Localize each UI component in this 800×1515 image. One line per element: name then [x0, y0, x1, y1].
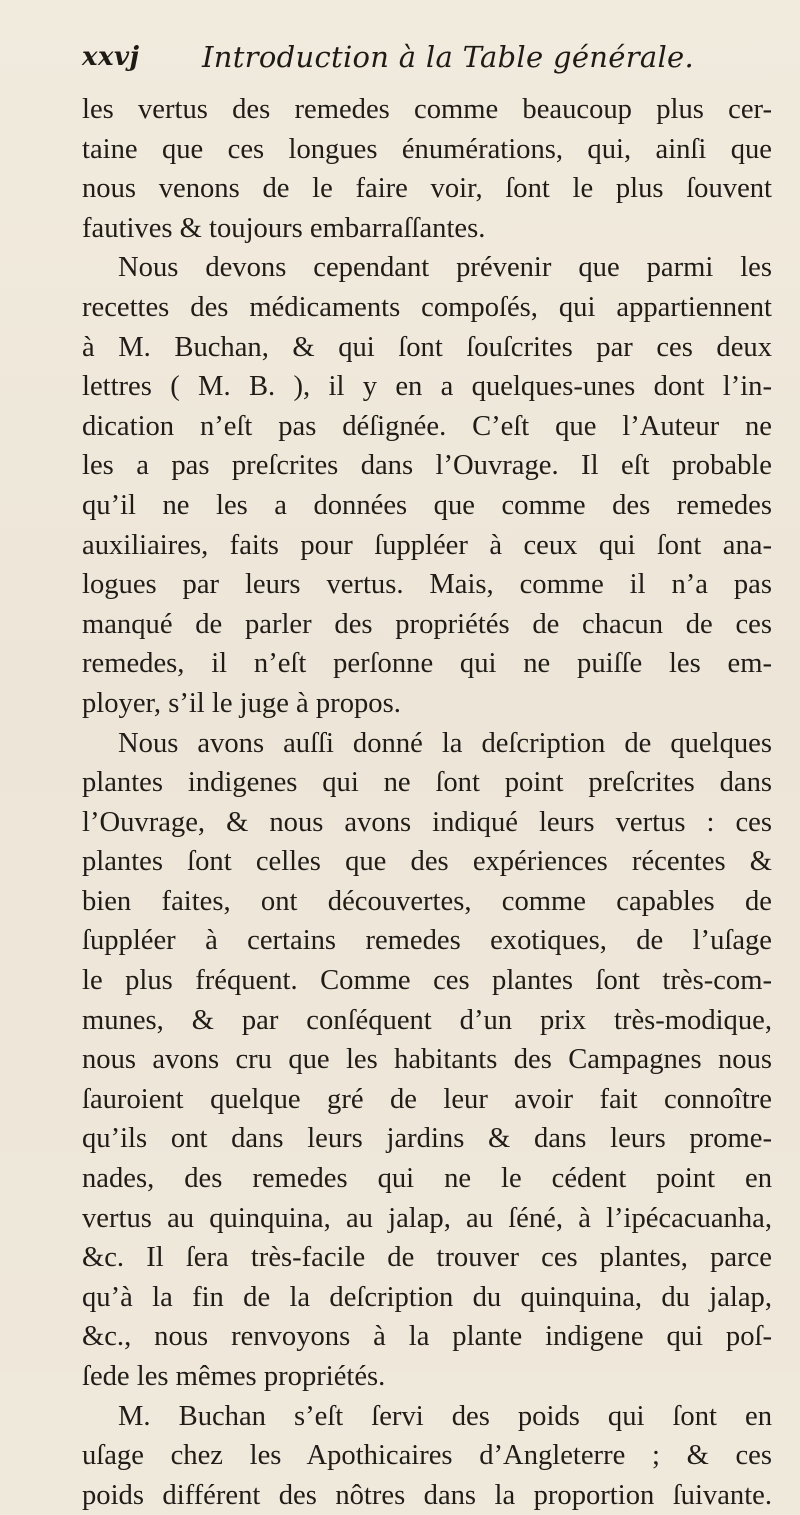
body-text: [82, 90, 772, 1515]
text-line: recettes des médicaments compoſés, qui appartiennent: [82, 291, 772, 323]
text-line: munes, & par conſéquent d’un prix très-modique,: [82, 1004, 772, 1036]
text-line: l’Ouvrage, & nous avons indiqué leurs vertus : ces: [82, 806, 772, 838]
paragraph-start-line: M. Buchan s’eſt ſervi des poids qui ſont en: [118, 1400, 772, 1432]
page-number: xxvj: [82, 42, 140, 72]
text-line: les a pas preſcrites dans l’Ouvrage. Il eſt probable: [82, 450, 772, 482]
text-line: remedes, il n’eſt perſonne qui ne puiſſe les em-: [82, 648, 772, 680]
text-line: qu’il ne les a données que comme des remedes: [82, 489, 772, 521]
text-line: uſage chez les Apothicaires d’Angleterre ; & ces: [82, 1440, 772, 1472]
text-line: poids différent des nôtres dans la proportion ſuivante.: [82, 1479, 772, 1511]
text-line: ployer, s’il le juge à propos.: [82, 687, 401, 719]
paragraph-start-line: Nous devons cependant prévenir que parmi les: [118, 252, 772, 284]
text-line: les vertus des remedes comme beaucoup plus cer-: [82, 94, 772, 125]
text-line: lettres ( M. B. ), il y en a quelques-unes dont l’in-: [82, 371, 772, 403]
text-line: ſauroient quelque gré de leur avoir fait connoître: [82, 1083, 772, 1115]
text-line: manqué de parler des propriétés de chacun de ces: [82, 608, 772, 640]
text-line: &c. Il ſera très-facile de trouver ces plantes, parce: [82, 1242, 772, 1274]
paragraph-start-line: Nous avons auſſi donné la deſcription de quelques: [118, 727, 772, 759]
running-head: [82, 38, 772, 88]
running-title: Introduction à la Table générale.: [202, 40, 695, 74]
text-line: nous venons de le faire voir, ſont le plus ſouvent: [82, 173, 772, 205]
text-line: taine que ces longues énumérations, qui, ainſi que: [82, 133, 772, 165]
text-line: plantes ſont celles que des expériences récentes &: [82, 846, 772, 878]
text-line: ſuppléer à certains remedes exotiques, de l’uſage: [82, 925, 772, 957]
text-line: qu’à la fin de la deſcription du quinquina, du jalap,: [82, 1281, 772, 1313]
text-line: nous avons cru que les habitants des Campagnes nous: [82, 1044, 772, 1076]
text-line: qu’ils ont dans leurs jardins & dans leurs prome-: [82, 1123, 772, 1155]
text-line: nades, des remedes qui ne le cédent point en: [82, 1163, 772, 1195]
text-line: bien faites, ont découvertes, comme capables de: [82, 885, 772, 917]
text-line: ſede les mêmes propriétés.: [82, 1361, 386, 1392]
text-line: à M. Buchan, & qui ſont ſouſcrites par ces deux: [82, 331, 772, 363]
text-line: auxiliaires, faits pour ſuppléer à ceux qui ſont ana-: [82, 529, 772, 561]
text-line: plantes indigenes qui ne ſont point preſcrites dans: [82, 767, 772, 799]
text-line: logues par leurs vertus. Mais, comme il n’a pas: [82, 569, 772, 601]
text-line: fautives & toujours embarraſſantes.: [82, 212, 486, 244]
text-line: le plus fréquent. Comme ces plantes ſont très-com-: [82, 965, 772, 997]
text-line: &c., nous renvoyons à la plante indigene qui poſ-: [82, 1321, 772, 1353]
text-line: vertus au quinquina, au jalap, au ſéné, à l’ipécacuanha,: [82, 1202, 772, 1234]
text-line: dication n’eſt pas déſignée. C’eſt que l’Auteur ne: [82, 410, 772, 442]
